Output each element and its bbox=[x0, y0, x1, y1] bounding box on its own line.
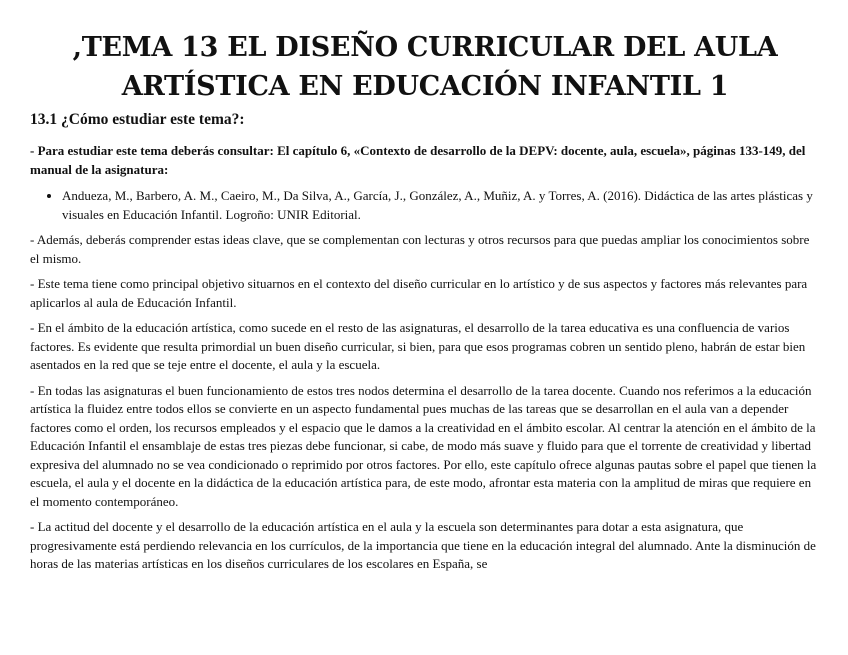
paragraph-actitud-docente: - La actitud del docente y el desarrollo de la educación artística en el aula y la escuela son determinantes para dotar a esta asignatura, que progresivamente está perdiendo relevancia en los currículos, de la importancia que tiene en la educación integral del alumnado. Ante la disminución de horas de las materias artísticas en los diseños curriculares de los escolares en España, se bbox=[30, 519, 816, 571]
section-heading: 13.1 ¿Cómo estudiar este tema?: bbox=[30, 111, 245, 128]
consult-instruction: - Para estudiar este tema deberás consultar: El capítulo 6, «Contexto de desarrollo de la DEPV: docente, aula, escuela», páginas 133-149, del manual de la asignatura: bbox=[30, 143, 806, 177]
paragraph-objetivo: - Este tema tiene como principal objetivo situarnos en el contexto del diseño curricular en lo artístico y de sus aspectos y factores más relevantes para aplicarlos al aula de Educación Infantil. bbox=[30, 276, 808, 310]
document-title bbox=[30, 28, 820, 106]
paragraph-ambito-artistico: - En el ámbito de la educación artística, como sucede en el resto de las asignaturas, el desarrollo de la tarea educativa es una confluencia de varios factores. Es evidente que resulta primordial un buen diseño curricular, si bien, para que esos programas cobren un sentido pleno, habrán de estar bien asentados en la red que se teje entre el docente, el aula y la escuela. bbox=[30, 320, 806, 372]
paragraph-tres-nodos: - En todas las asignaturas el buen funcionamiento de estos tres nodos determina el desarrollo de la tarea docente. Cuando nos referimos a la educación artística la fluidez entre todos ellos se convierte en un aspecto fundamental pues muchas de las tareas que se desarrollan en el aula van a depender factores como el orden, los recursos empleados y el espacio que le damos a la creatividad en el ámbito escolar. Al centrar la atención en el ámbito de la Educación Infantil el ensamblaje de estas tres piezas debe funcionar, si cabe, de modo más suave y fluido para que el torrente de creatividad y libertad expresiva del alumnado no se vea condicionado o reprimido por otros factores. Por ello, este capítulo ofrece algunas pautas sobre el papel que tienen la escuela, el aula y el docente en la didáctica de la educación artística para, de este modo, afrontar esta materia con la amplitud de miras que requiere en el momento contemporáneo. bbox=[30, 382, 817, 509]
title-line-1: ,TEMA 13 EL DISEÑO CURRICULAR DEL AULA bbox=[72, 32, 778, 63]
paragraph-ideas-clave: - Además, deberás comprender estas ideas clave, que se complementan con lecturas y otros recursos para que puedas ampliar los conocimientos sobre el mismo. bbox=[30, 232, 810, 266]
reference-list bbox=[30, 187, 820, 224]
title-line-2: ARTÍSTICA EN EDUCACIÓN INFANTIL 1 bbox=[121, 71, 729, 102]
reference-item: • Andueza, M., Barbero, A. M., Caeiro, M., Da Silva, A., García, J., González, A., Muñiz, A. y Torres, A. (2016). Didáctica de las artes plásticas y visuales en Educación Infantil. Logroño: UNIR Editorial. bbox=[62, 187, 820, 224]
document-page bbox=[30, 28, 820, 581]
